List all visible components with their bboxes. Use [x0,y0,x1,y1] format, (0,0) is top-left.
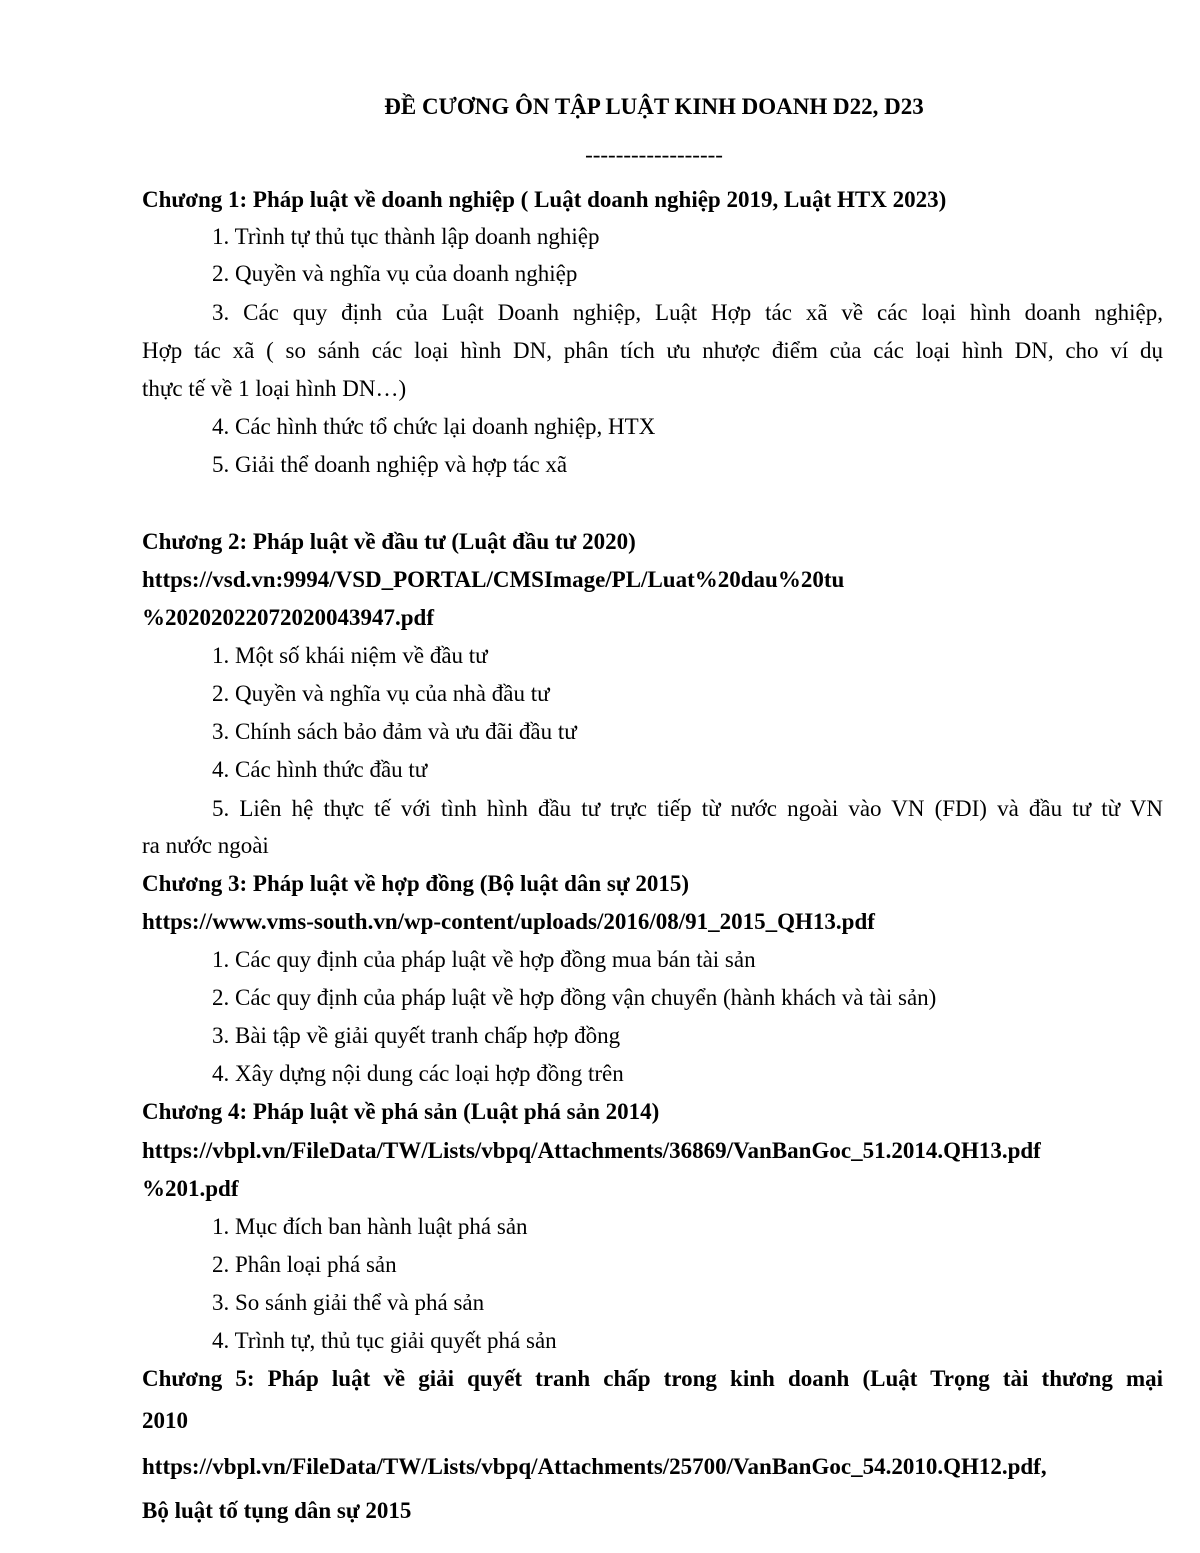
chapter-3-item: 2. Các quy định của pháp luật về hợp đồng vận chuyển (hành khách và tài sản) [212,985,937,1010]
chapter-2-link-continued: %20202022072020043947.pdf [142,605,434,630]
chapter-2-item: 4. Các hình thức đầu tư [212,757,428,782]
chapter-5-heading-continued: 2010 [142,1408,188,1433]
chapter-3-heading: Chương 3: Pháp luật về hợp đồng (Bộ luật dân sự 2015) [142,871,690,896]
chapter-1-heading: Chương 1: Pháp luật về doanh nghiệp ( Luật doanh nghiệp 2019, Luật HTX 2023) [142,187,947,212]
chapter-2-item: 2. Quyền và nghĩa vụ của nhà đầu tư [212,681,550,706]
chapter-3-item: 3. Bài tập về giải quyết tranh chấp hợp đồng [212,1023,621,1048]
chapter-3-link: https://www.vms-south.vn/wp-content/uploads/2016/08/91_2015_QH13.pdf [142,909,875,934]
chapter-5-civil-procedure-code: Bộ luật tố tụng dân sự 2015 [142,1498,412,1523]
chapter-2-heading: Chương 2: Pháp luật về đầu tư (Luật đầu tư 2020) [142,529,636,554]
chapter-4-item: 1. Mục đích ban hành luật phá sản [212,1214,528,1239]
chapter-3-item: 4. Xây dựng nội dung các loại hợp đồng trên [212,1061,624,1086]
chapter-4-link-continued: %201.pdf [142,1176,239,1201]
document-title: ĐỀ CƯƠNG ÔN TẬP LUẬT KINH DOANH D22, D23 [384,94,924,119]
title-separator: ------------------ [585,142,723,167]
chapter-2-item: 3. Chính sách bảo đảm và ưu đãi đầu tư [212,719,577,744]
chapter-1-item: 5. Giải thể doanh nghiệp và hợp tác xã [212,452,568,477]
chapter-2-item-continued: ra nước ngoài [142,833,269,858]
chapter-5-link: https://vbpl.vn/FileData/TW/Lists/vbpq/Attachments/25700/VanBanGoc_54.2010.QH12.pdf, [142,1454,1047,1479]
chapter-1-item: 4. Các hình thức tổ chức lại doanh nghiệp, HTX [212,414,656,439]
chapter-4-item: 4. Trình tự, thủ tục giải quyết phá sản [212,1328,557,1353]
chapter-2-link: https://vsd.vn:9994/VSD_PORTAL/CMSImage/PL/Luat%20dau%20tu [142,567,845,592]
chapter-2-item: 1. Một số khái niệm về đầu tư [212,643,488,668]
chapter-1-item: 2. Quyền và nghĩa vụ của doanh nghiệp [212,261,578,286]
chapter-5-heading: Chương 5: Pháp luật về giải quyết tranh chấp trong kinh doanh (Luật Trọng tài thương mại [142,1366,1163,1391]
chapter-3-item: 1. Các quy định của pháp luật về hợp đồng mua bán tài sản [212,947,756,972]
chapter-4-heading: Chương 4: Pháp luật về phá sản (Luật phá sản 2014) [142,1099,660,1124]
chapter-4-item: 3. So sánh giải thể và phá sản [212,1290,485,1315]
chapter-1-item: 3. Các quy định của Luật Doanh nghiệp, Luật Hợp tác xã về các loại hình doanh nghiệp, [212,300,1163,325]
chapter-1-item-continued: thực tế về 1 loại hình DN…) [142,376,407,401]
chapter-4-item: 2. Phân loại phá sản [212,1252,397,1277]
chapter-2-item: 5. Liên hệ thực tế với tình hình đầu tư trực tiếp từ nước ngoài vào VN (FDI) và đầu tư từ VN [212,796,1163,821]
chapter-4-link: https://vbpl.vn/FileData/TW/Lists/vbpq/Attachments/36869/VanBanGoc_51.2014.QH13.pdf [142,1138,1041,1163]
chapter-1-item-continued: Hợp tác xã ( so sánh các loại hình DN, phân tích ưu nhược điểm của các loại hình DN, cho ví dụ [142,338,1163,363]
chapter-1-item: 1. Trình tự thủ tục thành lập doanh nghiệp [212,224,600,249]
